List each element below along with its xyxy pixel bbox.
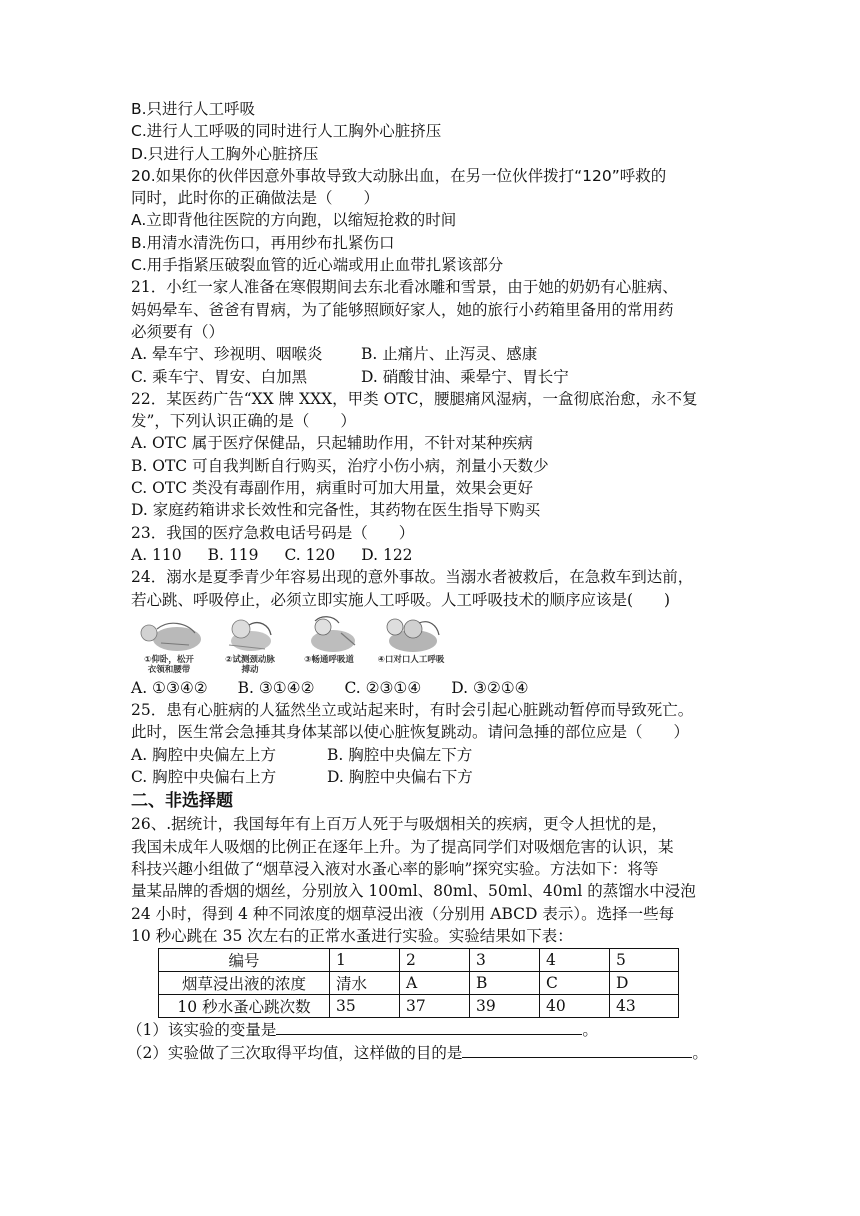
cpr-step-1 [131,615,207,675]
q22-option-d: D. 家庭药箱讲求长效性和完备性，其药物在医生指导下购买 [131,501,541,520]
section-heading: 二、非选择题 [131,791,233,812]
q23-option-c: C. 120 [284,545,336,564]
table-cell: A [400,972,470,995]
q21-stem-line3: 必须要有（） [131,322,225,341]
q26-paragraph-line1: 26、.据统计，我国每年有上百万人死于与吸烟相关的疾病，更令人担忧的是， [131,815,668,834]
q21-stem-line2: 妈妈晕车、爸爸有胃病，为了能够照顾好家人，她的旅行小药箱里备用的常用药 [131,300,674,319]
table-cell: 4 [540,949,610,972]
q23-option-b: B. 119 [207,545,259,564]
q21-options-row1 [131,343,731,365]
q26-sub1 [127,1018,731,1041]
cpr-step-2 [215,615,285,675]
q24-option-b: B. ③①④② [237,678,315,697]
q26-sub2 [127,1041,731,1064]
q26-sub2-label: （2）实验做了三次取得平均值，这样做的目的是 [127,1044,463,1063]
q20-option-c: C.用手指紧压破裂血管的近心端或用止血带扎紧该部分 [131,256,504,275]
q23-stem: 23．我国的医疗急救电话号码是（ ） [131,523,415,542]
q24-stem-line2: 若心跳、呼吸停止，必须立即实施人工呼吸。人工呼吸技术的顺序应该是( ) [131,590,671,609]
q21-option-c: C. 乘车宁、胃安、白加黑 [131,367,308,386]
q21-option-d: D. 硝酸甘油、乘晕宁、胃长宁 [361,367,569,386]
q23-options [131,544,731,566]
q21-option-b: B. 止痛片、止泻灵、感康 [361,345,538,364]
q22-option-b: B. OTC 可自我判断自行购买，治疗小伤小病，剂量小天数少 [131,456,549,475]
table-cell: 35 [330,995,400,1018]
q24-stem-line1: 24．溺水是夏季青少年容易出现的意外事故。当溺水者被救后，在急救车到达前， [131,568,694,587]
table-cell: 烟草浸出液的浓度 [159,972,330,995]
table-cell: 3 [470,949,540,972]
q19-option-b: B.只进行人工呼吸 [131,100,256,118]
table-row [159,995,679,1018]
q25-stem-line2: 此时，医生常会急捶其身体某部以使心脏恢复跳动。请问急捶的部位应是（ ） [131,723,690,742]
cpr-step-2-caption: ②试测颈动脉 搏动 [225,654,275,675]
q26-sub1-end: 。 [582,1021,598,1040]
q26-paragraph-line2: 我国未成年人吸烟的比例正在逐年上升。为了提高同学们对吸烟危害的认识，某 [131,837,674,856]
q24-option-d: D. ③②①④ [451,678,529,697]
q26-sub2-answer-blank[interactable] [462,1041,692,1058]
q25-options-row2 [131,766,731,788]
q20-option-b: B.用清水清洗伤口，再用纱布扎紧伤口 [131,233,395,252]
q23-option-a: A. 110 [131,545,182,564]
cpr-step-4-caption: ④口对口人工呼吸 [377,654,445,665]
table-cell: 39 [470,995,540,1018]
cpr-step-1-illustration [131,615,207,655]
table-row [159,972,679,995]
table-cell: 2 [400,949,470,972]
q22-stem-line1: 22．某医药广告“XX 牌 XXX，甲类 OTC，腰腿痛风湿病，一盒彻底治愈，永不复 [131,389,698,408]
q22-stem-line2: 发”，下列认识正确的是（ ） [131,412,356,431]
q20-stem-line1: 20.如果你的伙伴因意外事故导致大动脉出血，在另一位伙伴拨打“120”呼救的 [131,166,667,185]
table-cell: D [610,972,679,995]
cpr-step-2-illustration [215,615,285,655]
table-cell: 10 秒水蚤心跳次数 [159,995,330,1018]
q26-sub1-label: （1）该实验的变量是 [127,1021,277,1040]
q25-stem-line1: 25．患有心脏病的人猛然坐立或站起来时，有时会引起心脏跳动暂停而导致死亡。 [131,701,694,720]
exam-page [127,98,731,1065]
q25-option-c: C. 胸腔中央偏右上方 [131,768,277,787]
table-cell: 5 [610,949,679,972]
table-cell: C [540,972,610,995]
q20-option-a: A.立即背他往医院的方向跑，以缩短抢救的时间 [131,211,457,230]
q24-option-c: C. ②③①④ [344,678,422,697]
q25-options-row1 [131,744,731,766]
table-cell: 37 [400,995,470,1018]
cpr-step-1-caption: ①仰卧，松开 衣领和腰带 [144,654,194,675]
q23-option-d: D. 122 [361,545,413,564]
cpr-step-3-illustration [293,615,365,655]
cpr-step-4-illustration [373,615,449,655]
table-cell: 1 [330,949,400,972]
table-cell: 清水 [330,972,400,995]
q21-options-row2 [131,366,731,388]
q22-option-a: A. OTC 属于医疗保健品，只起辅助作用，不针对某种疾病 [131,434,533,453]
table-cell: 43 [610,995,679,1018]
q24-option-a: A. ①③④② [131,678,208,697]
q24-options [131,677,731,699]
q26-paragraph-line5: 24 小时，得到 4 种不同浓度的烟草浸出液（分别用 ABCD 表示）。选择一些每 [131,904,675,923]
q19-option-d: D.只进行人工胸外心脏挤压 [131,144,319,163]
q24-cpr-figure [131,615,731,675]
table-cell: B [470,972,540,995]
q25-option-b: B. 胸腔中央偏左下方 [327,745,473,764]
table-cell: 编号 [159,949,330,972]
cpr-step-3 [293,615,365,675]
q21-option-a: A. 晕车宁、珍视明、咽喉炎 [131,345,323,364]
q26-sub2-end: 。 [692,1044,708,1063]
q25-option-d: D. 胸腔中央偏右下方 [327,768,473,787]
q26-paragraph-line3: 科技兴趣小组做了“烟草浸入液对水蚤心率的影响”探究实验。方法如下：将等 [131,859,659,878]
q22-option-c: C. OTC 类没有毒副作用，病重时可加大用量，效果会更好 [131,479,533,498]
table-row [159,949,679,972]
q25-option-a: A. 胸腔中央偏左上方 [131,745,277,764]
q19-option-c: C.进行人工呼吸的同时进行人工胸外心脏挤压 [131,122,442,141]
cpr-step-3-caption: ③畅通呼吸道 [304,654,354,665]
q26-results-table [158,948,679,1018]
table-cell: 40 [540,995,610,1018]
q26-paragraph-line4: 量某品牌的香烟的烟丝，分别放入 100ml、80ml、50ml、40ml 的蒸馏水中浸泡 [131,882,696,901]
cpr-step-4 [373,615,449,675]
q26-paragraph-line6: 10 秒心跳在 35 次左右的正常水蚤进行实验。实验结果如下表： [131,926,573,945]
q21-stem-line1: 21．小红一家人准备在寒假期间去东北看冰雕和雪景，由于她的奶奶有心脏病、 [131,278,678,297]
q26-sub1-answer-blank[interactable] [276,1018,582,1035]
q20-stem-line2: 同时，此时你的正确做法是（ ） [131,189,380,208]
